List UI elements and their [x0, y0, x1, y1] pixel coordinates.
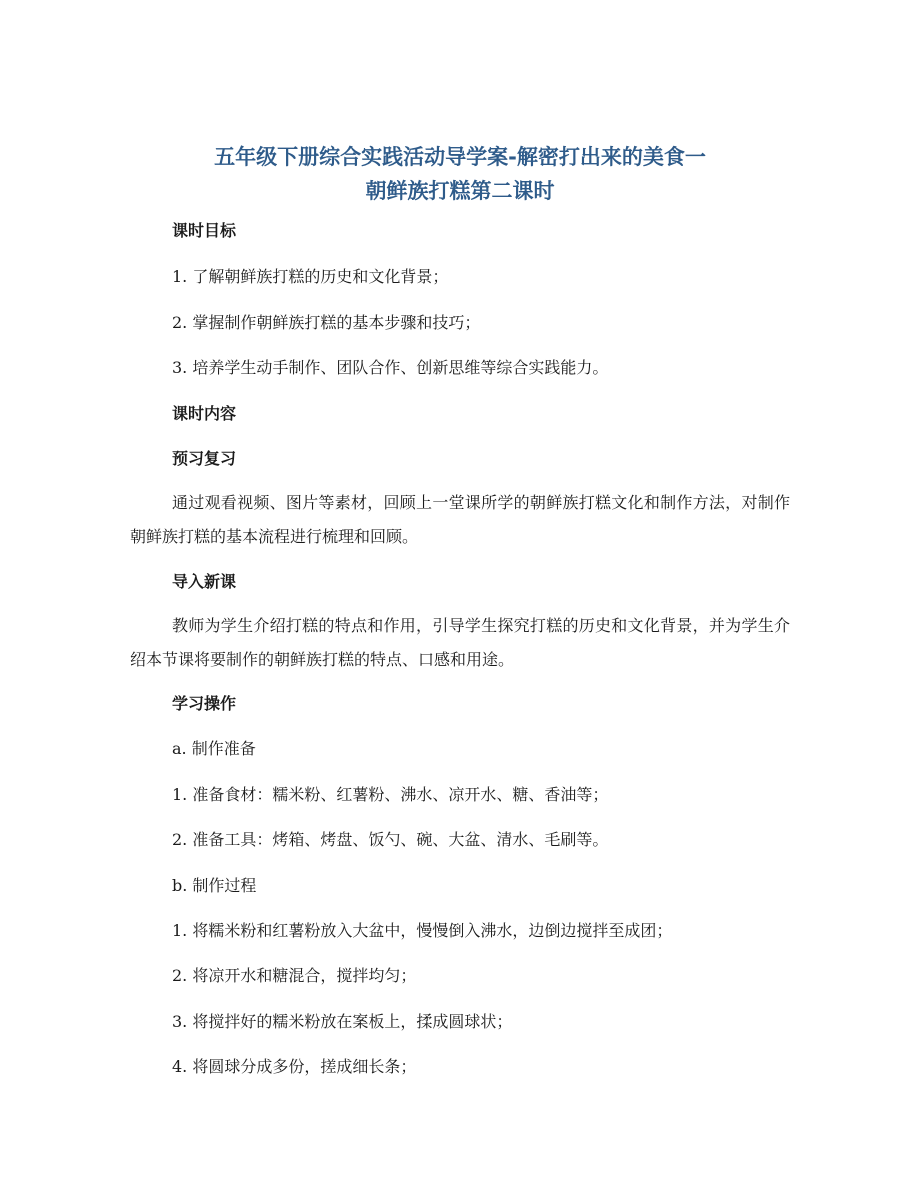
content-heading: 课时内容: [172, 404, 237, 423]
preview-paragraph: 通过观看视频、图片等素材，回顾上一堂课所学的朝鲜族打糕文化和制作方法，对制作朝鲜族打糕的基本流程进行梳理和回顾。: [130, 493, 790, 546]
process-item: 3. 将搅拌好的糯米粉放在案板上，揉成圆球状；: [172, 1012, 513, 1031]
prep-label: a. 制作准备: [172, 739, 256, 758]
process-item: 4. 将圆球分成多份，搓成细长条；: [172, 1057, 417, 1076]
objective-item: 2. 掌握制作朝鲜族打糕的基本步骤和技巧；: [172, 313, 481, 332]
intro-heading: 导入新课: [172, 572, 237, 591]
objectives-heading: 课时目标: [172, 221, 237, 240]
operation-heading: 学习操作: [172, 694, 237, 713]
title-line-2: 朝鲜族打糕第二课时: [365, 179, 555, 203]
process-item: 2. 将凉开水和糖混合，搅拌均匀；: [172, 966, 417, 985]
prep-item: 2. 准备工具：烤箱、烤盘、饭勺、碗、大盆、清水、毛刷等。: [172, 830, 609, 849]
process-item: 1. 将糯米粉和红薯粉放入大盆中，慢慢倒入沸水，边倒边搅拌至成团；: [172, 921, 673, 940]
preview-heading: 预习复习: [172, 449, 237, 468]
prep-item: 1. 准备食材：糯米粉、红薯粉、沸水、凉开水、糖、香油等；: [172, 785, 609, 804]
document-title: [120, 140, 800, 208]
title-line-1: 五年级下册综合实践活动导学案-解密打出来的美食一: [214, 145, 706, 169]
intro-paragraph: 教师为学生介绍打糕的特点和作用，引导学生探究打糕的历史和文化背景，并为学生介绍本节课将要制作的朝鲜族打糕的特点、口感和用途。: [130, 616, 790, 669]
objective-item: 1. 了解朝鲜族打糕的历史和文化背景；: [172, 267, 449, 286]
process-label: b. 制作过程: [172, 876, 257, 895]
objective-item: 3. 培养学生动手制作、团队合作、创新思维等综合实践能力。: [172, 358, 609, 377]
